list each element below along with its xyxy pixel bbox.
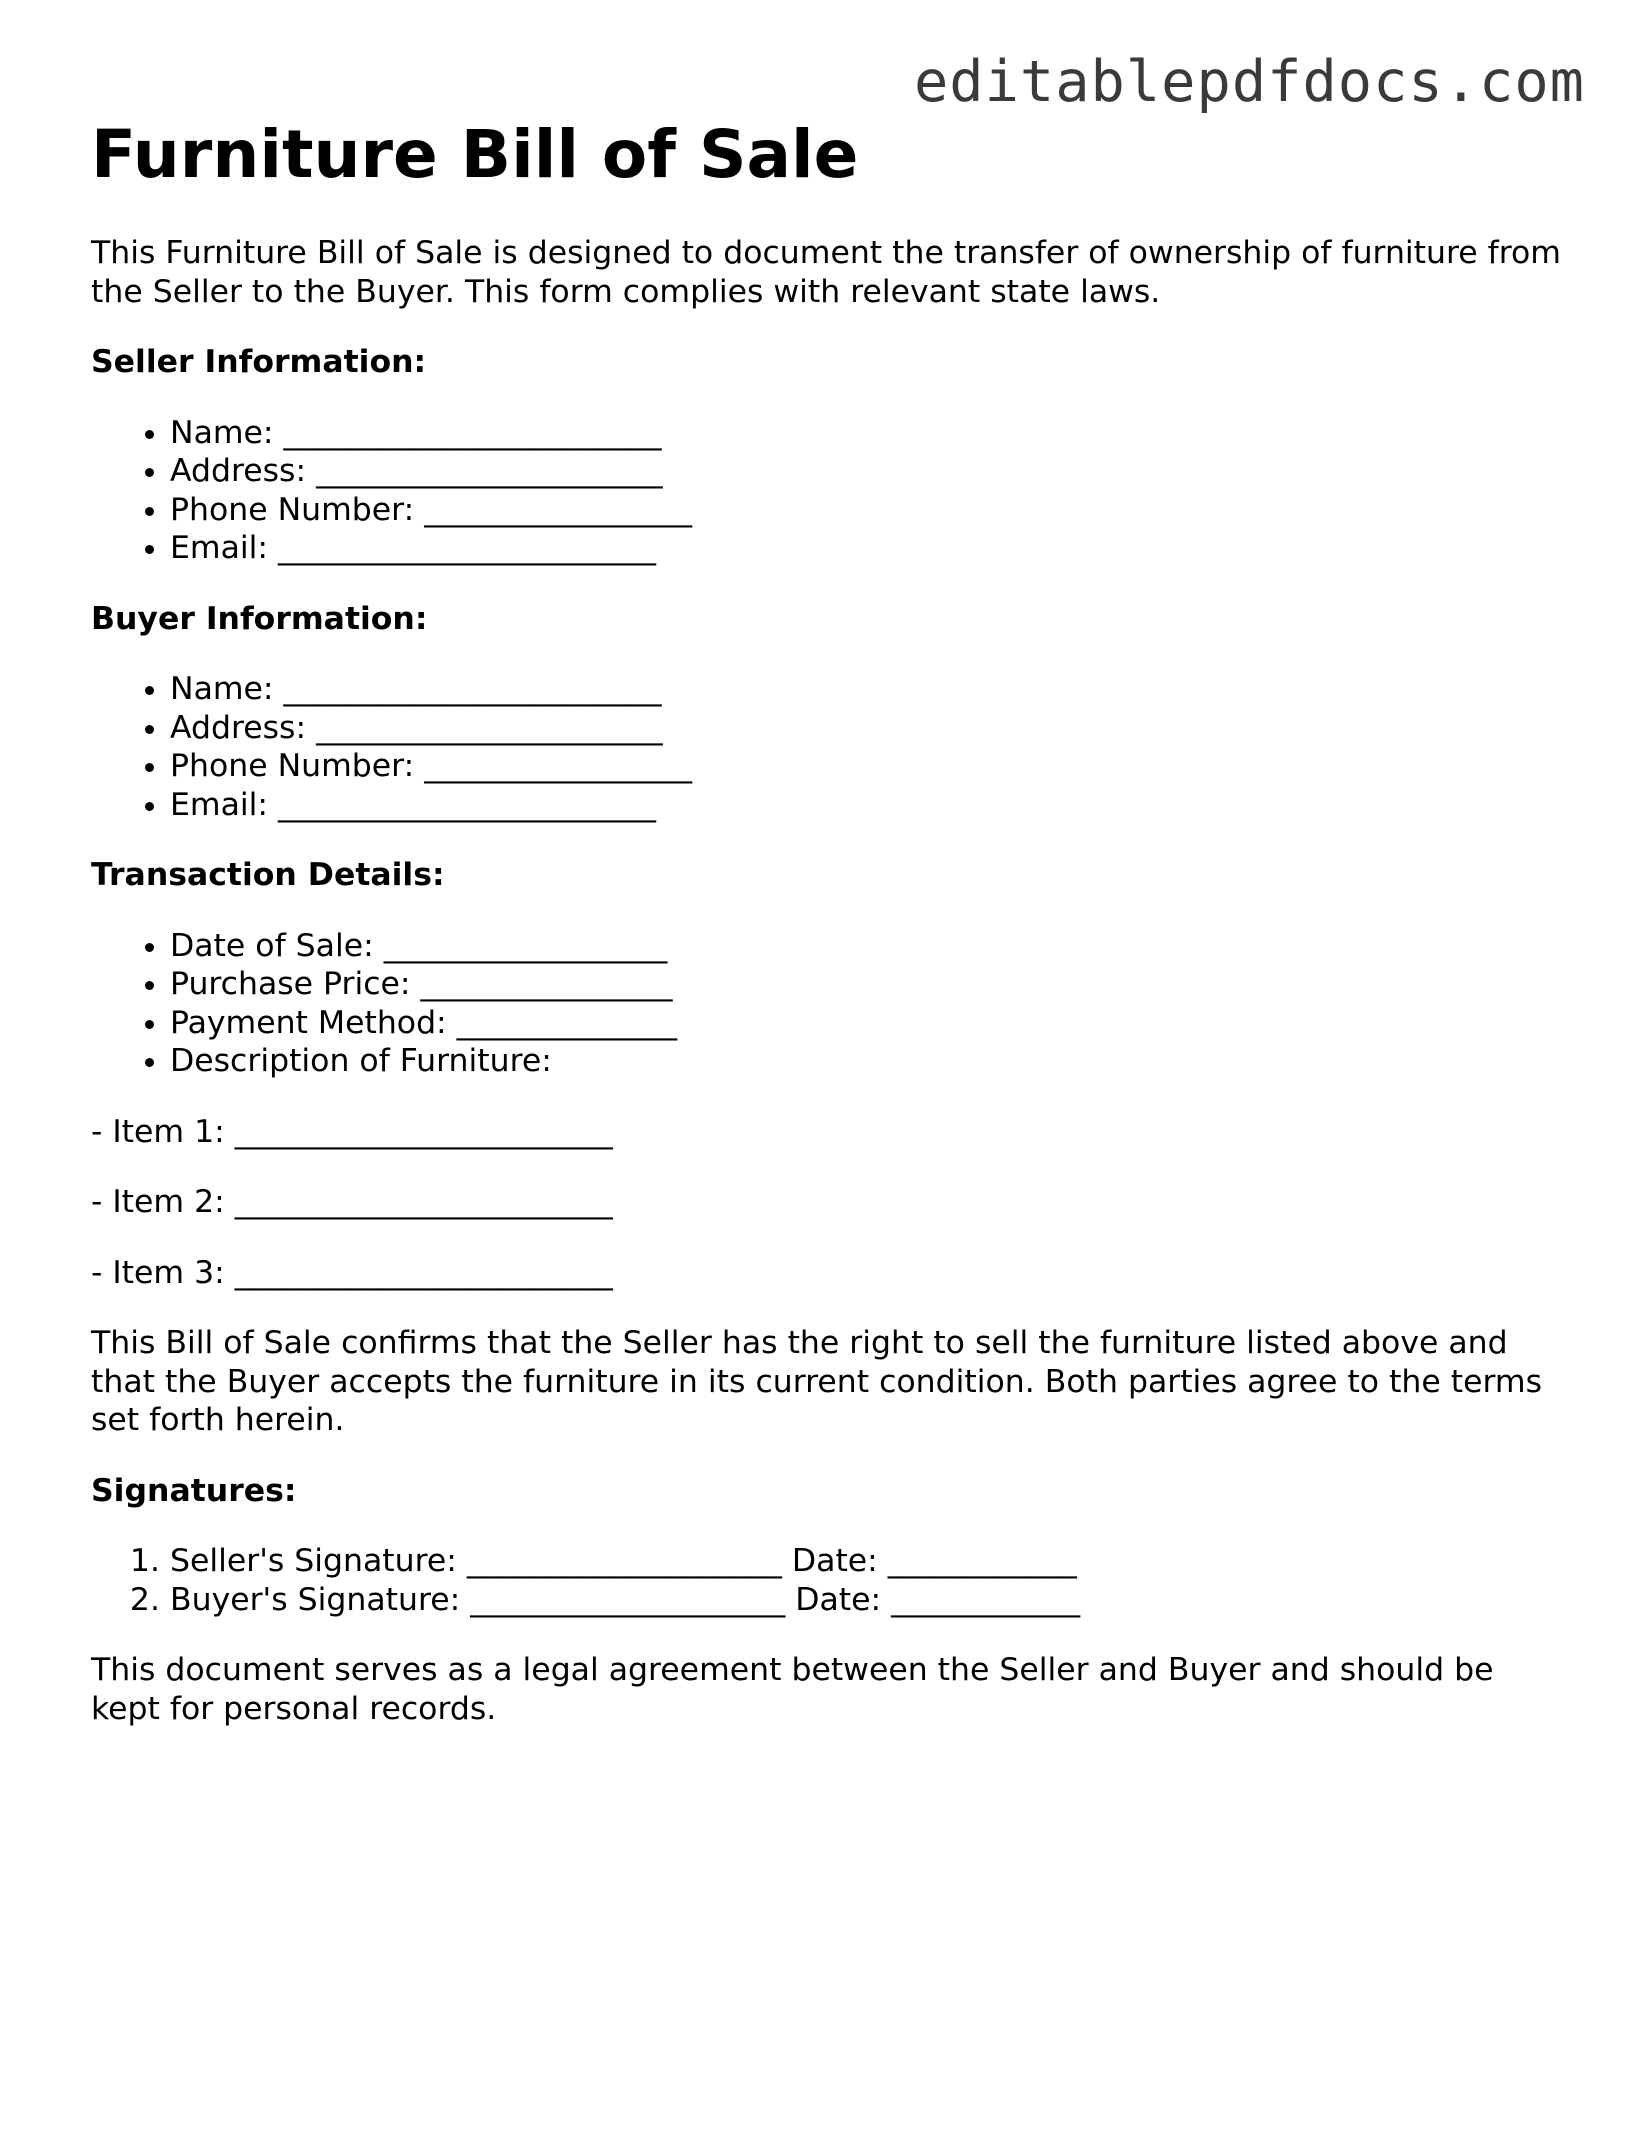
buyer-fields-list [91,670,1571,824]
buyer-heading: Buyer Information: [91,600,428,637]
intro-paragraph: This Furniture Bill of Sale is designed to document the transfer of ownership of furniture from the Seller to the Buyer. This form complies with relevant state laws. [91,235,1561,310]
seller-heading: Seller Information: [91,344,427,380]
buyer-signature-line[interactable]: 2. Buyer's Signature: ____________________ Date: ____________ [170,1581,1571,1620]
document-title: Furniture Bill of Sale [91,116,859,193]
seller-fields-list [91,414,1571,568]
document-body [91,234,1571,1760]
item-2-field[interactable]: - Item 2: ________________________ [91,1184,613,1220]
closing-paragraph: This document serves as a legal agreement between the Seller and Buyer and should be kept for personal records. [91,1652,1494,1727]
confirmation-paragraph: This Bill of Sale confirms that the Seller has the right to sell the furniture listed above and that the Buyer accepts the furniture in its current condition. Both parties agree to the terms set forth herein. [91,1325,1543,1438]
buyer-phone-field[interactable]: • Phone Number: _________________ [170,747,1571,786]
date-of-sale-field[interactable]: • Date of Sale: __________________ [170,927,1571,966]
signatures-list [91,1542,1571,1619]
item-1-field[interactable]: - Item 1: ________________________ [91,1113,613,1150]
buyer-name-field[interactable]: • Name: ________________________ [170,670,1571,709]
transaction-heading: Transaction Details: [91,857,445,893]
item-3-field[interactable]: - Item 3: ________________________ [91,1254,613,1291]
purchase-price-field[interactable]: • Purchase Price: ________________ [170,965,1571,1004]
description-label: • Description of Furniture: [170,1042,1571,1081]
seller-name-field[interactable]: • Name: ________________________ [170,414,1571,453]
payment-method-field[interactable]: • Payment Method: ______________ [170,1004,1571,1043]
seller-signature-line[interactable]: 1. Seller's Signature: ____________________ Date: ____________ [170,1542,1571,1581]
seller-email-field[interactable]: • Email: ________________________ [170,529,1571,568]
seller-address-field[interactable]: • Address: ______________________ [170,452,1571,491]
transaction-fields-list [91,927,1571,1081]
signatures-heading: Signatures: [91,1472,297,1509]
buyer-email-field[interactable]: • Email: ________________________ [170,786,1571,825]
buyer-address-field[interactable]: • Address: ______________________ [170,709,1571,748]
seller-phone-field[interactable]: • Phone Number: _________________ [170,491,1571,530]
watermark: editablepdfdocs.com [913,49,1585,115]
